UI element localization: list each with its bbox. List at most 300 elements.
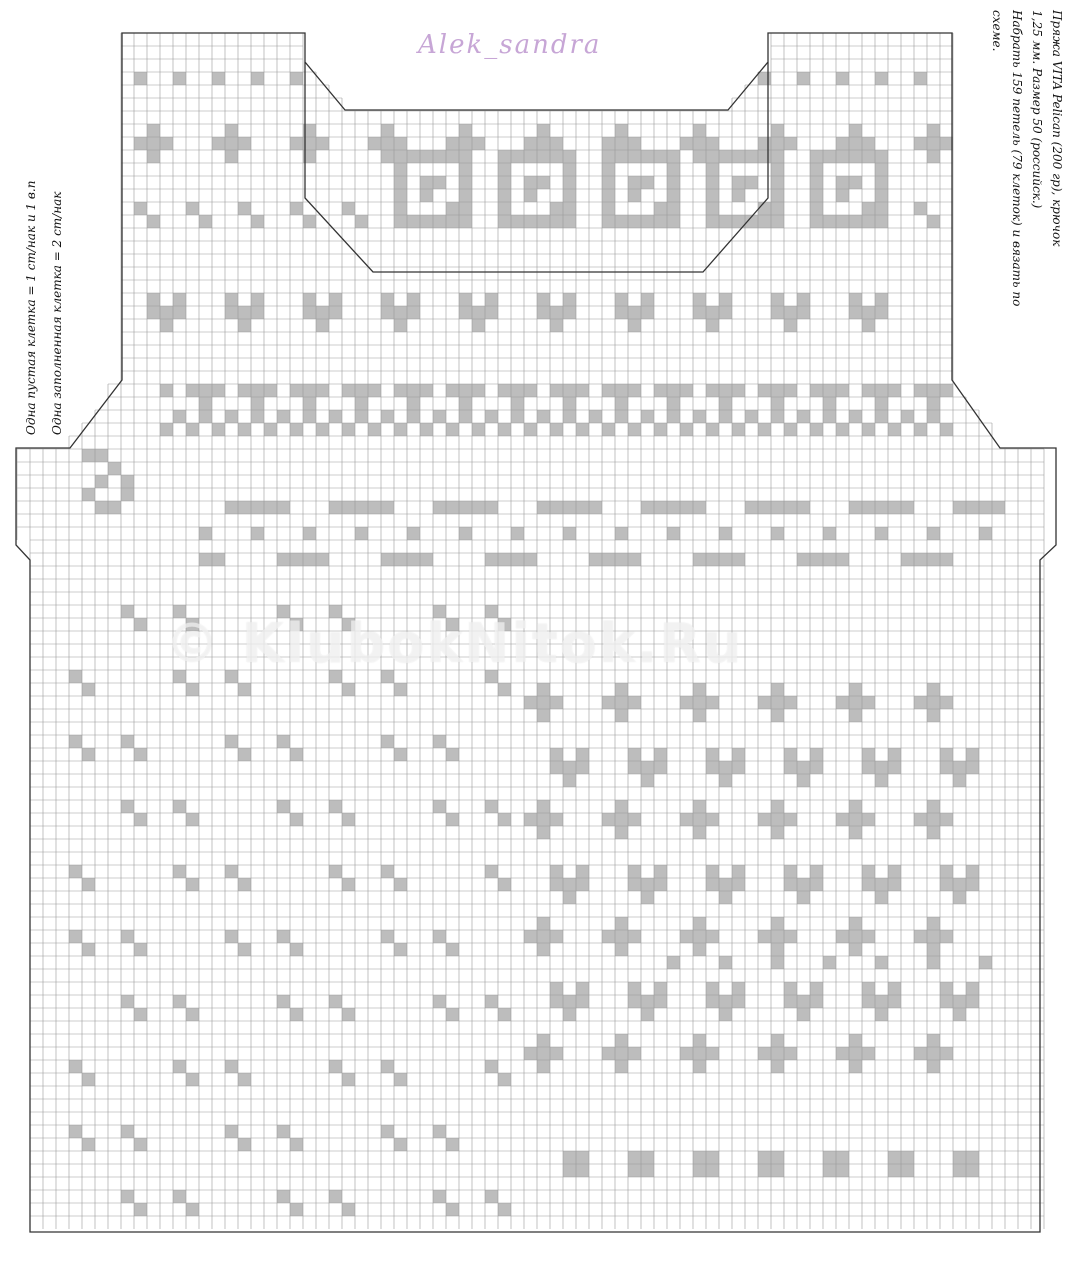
filled-cell <box>771 956 784 969</box>
filled-cell <box>160 137 173 150</box>
filled-cell <box>420 189 433 202</box>
filled-cell <box>810 748 823 761</box>
filled-cell <box>290 1203 303 1216</box>
filled-cell <box>953 761 966 774</box>
filled-cell <box>394 306 407 319</box>
filled-cell <box>667 384 680 397</box>
filled-cell <box>173 1060 186 1073</box>
filled-cell <box>433 1125 446 1138</box>
filled-cell <box>511 410 524 423</box>
filled-cell <box>238 137 251 150</box>
filled-cell <box>849 124 862 137</box>
filled-cell <box>719 761 732 774</box>
filled-cell <box>498 150 511 163</box>
filled-cell <box>381 865 394 878</box>
filled-cell <box>966 982 979 995</box>
filled-cell <box>719 293 732 306</box>
filled-cell <box>641 878 654 891</box>
filled-cell <box>277 1125 290 1138</box>
filled-cell <box>511 527 524 540</box>
filled-cell <box>771 189 784 202</box>
filled-cell <box>823 215 836 228</box>
filled-cell <box>433 735 446 748</box>
filled-cell <box>849 709 862 722</box>
filled-cell <box>810 423 823 436</box>
filled-cell <box>914 696 927 709</box>
filled-cell <box>940 423 953 436</box>
filled-cell <box>654 982 667 995</box>
filled-cell <box>277 800 290 813</box>
filled-cell <box>238 202 251 215</box>
filled-cell <box>875 306 888 319</box>
filled-cell <box>953 774 966 787</box>
filled-cell <box>446 1203 459 1216</box>
filled-cell <box>576 1164 589 1177</box>
filled-cell <box>550 137 563 150</box>
filled-cell <box>420 150 433 163</box>
filled-cell <box>706 384 719 397</box>
filled-cell <box>823 1164 836 1177</box>
filled-cell <box>121 605 134 618</box>
filled-cell <box>836 1151 849 1164</box>
filled-cell <box>342 202 355 215</box>
filled-cell <box>563 501 576 514</box>
filled-cell <box>225 293 238 306</box>
filled-cell <box>498 878 511 891</box>
filled-cell <box>719 384 732 397</box>
filled-cell <box>706 137 719 150</box>
filled-cell <box>628 553 641 566</box>
filled-cell <box>186 878 199 891</box>
filled-cell <box>862 423 875 436</box>
filled-cell <box>186 384 199 397</box>
filled-cell <box>355 410 368 423</box>
filled-cell <box>394 748 407 761</box>
filled-cell <box>771 150 784 163</box>
filled-cell <box>654 995 667 1008</box>
filled-cell <box>108 462 121 475</box>
filled-cell <box>628 137 641 150</box>
filled-cell <box>966 748 979 761</box>
filled-cell <box>147 150 160 163</box>
filled-cell <box>238 423 251 436</box>
filled-cell <box>459 410 472 423</box>
filled-cell <box>875 176 888 189</box>
filled-cell <box>771 527 784 540</box>
filled-cell <box>862 878 875 891</box>
filled-cell <box>758 384 771 397</box>
filled-cell <box>784 1047 797 1060</box>
filled-cell <box>290 1138 303 1151</box>
filled-cell <box>628 930 641 943</box>
filled-cell <box>212 72 225 85</box>
filled-cell <box>251 384 264 397</box>
filled-cell <box>628 1151 641 1164</box>
filled-cell <box>953 501 966 514</box>
filled-cell <box>849 917 862 930</box>
filled-cell <box>706 761 719 774</box>
filled-cell <box>667 215 680 228</box>
filled-cell <box>238 878 251 891</box>
filled-cell <box>810 150 823 163</box>
filled-cell <box>914 813 927 826</box>
filled-cell <box>810 215 823 228</box>
filled-cell <box>381 306 394 319</box>
filled-cell <box>459 163 472 176</box>
filled-cell <box>225 865 238 878</box>
filled-cell <box>875 410 888 423</box>
filled-cell <box>862 1047 875 1060</box>
filled-cell <box>238 501 251 514</box>
filled-cell <box>836 553 849 566</box>
filled-cell <box>537 124 550 137</box>
filled-cell <box>706 748 719 761</box>
filled-cell <box>706 215 719 228</box>
filled-cell <box>524 150 537 163</box>
filled-cell <box>511 150 524 163</box>
filled-cell <box>940 865 953 878</box>
filled-cell <box>862 384 875 397</box>
filled-cell <box>927 215 940 228</box>
filled-cell <box>758 215 771 228</box>
filled-cell <box>446 943 459 956</box>
filled-cell <box>771 202 784 215</box>
filled-cell <box>485 410 498 423</box>
filled-cell <box>602 1047 615 1060</box>
filled-cell <box>953 1164 966 1177</box>
filled-cell <box>446 1008 459 1021</box>
filled-cell <box>316 137 329 150</box>
filled-cell <box>719 150 732 163</box>
filled-cell <box>394 202 407 215</box>
filled-cell <box>862 696 875 709</box>
filled-cell <box>641 176 654 189</box>
filled-cell <box>342 384 355 397</box>
filled-cell <box>485 605 498 618</box>
filled-cell <box>524 384 537 397</box>
filled-cell <box>498 215 511 228</box>
filled-cell <box>524 189 537 202</box>
filled-cell <box>446 150 459 163</box>
filled-cell <box>121 1125 134 1138</box>
filled-cell <box>563 189 576 202</box>
filled-cell <box>862 202 875 215</box>
filled-cell <box>563 397 576 410</box>
filled-cell <box>550 995 563 1008</box>
filled-cell <box>836 813 849 826</box>
filled-cell <box>329 670 342 683</box>
filled-cell <box>485 1060 498 1073</box>
filled-cell <box>524 1047 537 1060</box>
filled-cell <box>758 202 771 215</box>
filled-cell <box>719 995 732 1008</box>
filled-cell <box>485 501 498 514</box>
filled-cell <box>498 683 511 696</box>
filled-cell <box>563 202 576 215</box>
filled-cell <box>472 306 485 319</box>
filled-cell <box>212 423 225 436</box>
filled-cell <box>914 137 927 150</box>
filled-cell <box>732 761 745 774</box>
filled-cell <box>823 527 836 540</box>
filled-cell <box>771 397 784 410</box>
filled-cell <box>615 826 628 839</box>
filled-cell <box>381 735 394 748</box>
filled-cell <box>667 202 680 215</box>
filled-cell <box>693 306 706 319</box>
filled-cell <box>628 189 641 202</box>
filled-cell <box>667 176 680 189</box>
filled-cell <box>979 527 992 540</box>
filled-cell <box>771 215 784 228</box>
filled-cell <box>381 124 394 137</box>
filled-cell <box>121 930 134 943</box>
filled-cell <box>693 150 706 163</box>
filled-cell <box>342 1008 355 1021</box>
filled-cell <box>420 553 433 566</box>
filled-cell <box>706 865 719 878</box>
filled-cell <box>459 189 472 202</box>
filled-cell <box>537 176 550 189</box>
filled-cell <box>966 1151 979 1164</box>
filled-cell <box>875 878 888 891</box>
filled-cell <box>836 930 849 943</box>
filled-cell <box>225 124 238 137</box>
filled-cell <box>550 202 563 215</box>
filled-cell <box>576 1151 589 1164</box>
filled-cell <box>797 891 810 904</box>
filled-cell <box>771 826 784 839</box>
filled-cell <box>953 891 966 904</box>
filled-cell <box>498 1008 511 1021</box>
filled-cell <box>550 748 563 761</box>
filled-cell <box>225 306 238 319</box>
filled-cell <box>875 761 888 774</box>
filled-cell <box>251 410 264 423</box>
filled-cell <box>459 137 472 150</box>
filled-cell <box>381 930 394 943</box>
filled-cell <box>797 878 810 891</box>
filled-cell <box>342 878 355 891</box>
filled-cell <box>576 982 589 995</box>
filled-cell <box>433 1190 446 1203</box>
filled-cell <box>771 696 784 709</box>
filled-cell <box>940 137 953 150</box>
filled-cell <box>238 306 251 319</box>
filled-cell <box>199 527 212 540</box>
filled-cell <box>784 930 797 943</box>
filled-cell <box>823 956 836 969</box>
filled-cell <box>888 995 901 1008</box>
filled-cell <box>342 813 355 826</box>
filled-cell <box>901 1151 914 1164</box>
filled-cell <box>615 943 628 956</box>
filled-cell <box>381 150 394 163</box>
filled-cell <box>342 423 355 436</box>
filled-cell <box>160 384 173 397</box>
filled-cell <box>563 293 576 306</box>
filled-cell <box>719 774 732 787</box>
filled-cell <box>810 553 823 566</box>
filled-cell <box>82 878 95 891</box>
filled-cell <box>849 1060 862 1073</box>
filled-cell <box>446 1138 459 1151</box>
filled-cell <box>641 761 654 774</box>
filled-cell <box>537 1060 550 1073</box>
filled-cell <box>849 1034 862 1047</box>
filled-cell <box>927 683 940 696</box>
filled-cell <box>121 475 134 488</box>
filled-cell <box>628 995 641 1008</box>
filled-cell <box>147 293 160 306</box>
filled-cell <box>771 176 784 189</box>
filled-cell <box>472 501 485 514</box>
filled-cell <box>680 423 693 436</box>
filled-cell <box>251 527 264 540</box>
filled-cell <box>758 72 771 85</box>
filled-cell <box>147 306 160 319</box>
filled-cell <box>693 1060 706 1073</box>
filled-cell <box>680 930 693 943</box>
filled-cell <box>238 683 251 696</box>
filled-cell <box>69 1060 82 1073</box>
filled-cell <box>407 410 420 423</box>
filled-cell <box>82 943 95 956</box>
filled-cell <box>667 410 680 423</box>
filled-cell <box>849 215 862 228</box>
filled-cell <box>498 423 511 436</box>
filled-cell <box>576 878 589 891</box>
filled-cell <box>225 410 238 423</box>
filled-cell <box>550 930 563 943</box>
filled-cell <box>641 215 654 228</box>
filled-cell <box>719 891 732 904</box>
filled-cell <box>394 1073 407 1086</box>
filled-cell <box>888 982 901 995</box>
filled-cell <box>615 150 628 163</box>
filled-cell <box>251 306 264 319</box>
filled-cell <box>589 410 602 423</box>
filled-cell <box>238 1073 251 1086</box>
filled-cell <box>862 865 875 878</box>
filled-cell <box>134 618 147 631</box>
filled-cell <box>459 384 472 397</box>
filled-cell <box>238 1138 251 1151</box>
filled-cell <box>589 501 602 514</box>
filled-cell <box>966 878 979 891</box>
filled-cell <box>368 137 381 150</box>
filled-cell <box>290 748 303 761</box>
filled-cell <box>693 917 706 930</box>
filled-cell <box>732 150 745 163</box>
filled-cell <box>459 501 472 514</box>
filled-cell <box>901 410 914 423</box>
filled-cell <box>459 306 472 319</box>
filled-cell <box>732 878 745 891</box>
filled-cell <box>381 293 394 306</box>
filled-cell <box>862 982 875 995</box>
filled-cell <box>966 761 979 774</box>
filled-cell <box>446 748 459 761</box>
filled-cell <box>641 774 654 787</box>
filled-cell <box>953 878 966 891</box>
filled-cell <box>563 215 576 228</box>
filled-cell <box>810 995 823 1008</box>
filled-cell <box>446 423 459 436</box>
filled-cell <box>550 319 563 332</box>
filled-cell <box>758 696 771 709</box>
filled-cell <box>771 1164 784 1177</box>
filled-cell <box>550 215 563 228</box>
filled-cell <box>511 553 524 566</box>
filled-cell <box>940 384 953 397</box>
filled-cell <box>69 670 82 683</box>
filled-cell <box>537 826 550 839</box>
filled-cell <box>693 943 706 956</box>
filled-cell <box>459 293 472 306</box>
filled-cell <box>420 215 433 228</box>
filled-cell <box>537 917 550 930</box>
filled-cell <box>953 1008 966 1021</box>
filled-cell <box>511 215 524 228</box>
filled-cell <box>875 891 888 904</box>
filled-cell <box>641 1008 654 1021</box>
filled-cell <box>849 943 862 956</box>
filled-cell <box>810 865 823 878</box>
filled-cell <box>927 150 940 163</box>
filled-cell <box>823 150 836 163</box>
filled-cell <box>303 384 316 397</box>
filled-cell <box>459 397 472 410</box>
filled-cell <box>914 1047 927 1060</box>
filled-cell <box>446 215 459 228</box>
filled-cell <box>225 1125 238 1138</box>
filled-cell <box>459 202 472 215</box>
filled-cell <box>537 215 550 228</box>
filled-cell <box>433 995 446 1008</box>
filled-cell <box>316 306 329 319</box>
filled-cell <box>641 1164 654 1177</box>
filled-cell <box>134 748 147 761</box>
filled-cell <box>875 215 888 228</box>
filled-cell <box>602 150 615 163</box>
filled-cell <box>628 878 641 891</box>
filled-cell <box>875 501 888 514</box>
filled-cell <box>940 813 953 826</box>
filled-cell <box>706 176 719 189</box>
filled-cell <box>524 696 537 709</box>
filled-cell <box>641 293 654 306</box>
filled-cell <box>784 319 797 332</box>
filled-cell <box>433 605 446 618</box>
filled-cell <box>797 995 810 1008</box>
filled-cell <box>927 1060 940 1073</box>
filled-cell <box>888 748 901 761</box>
filled-cell <box>771 917 784 930</box>
filled-cell <box>446 618 459 631</box>
filled-cell <box>940 761 953 774</box>
filled-cell <box>654 878 667 891</box>
filled-cell <box>303 215 316 228</box>
filled-cell <box>381 501 394 514</box>
filled-cell <box>654 384 667 397</box>
filled-cell <box>524 813 537 826</box>
filled-cell <box>303 306 316 319</box>
filled-cell <box>628 306 641 319</box>
filled-cell <box>836 176 849 189</box>
filled-cell <box>173 865 186 878</box>
filled-cell <box>654 761 667 774</box>
